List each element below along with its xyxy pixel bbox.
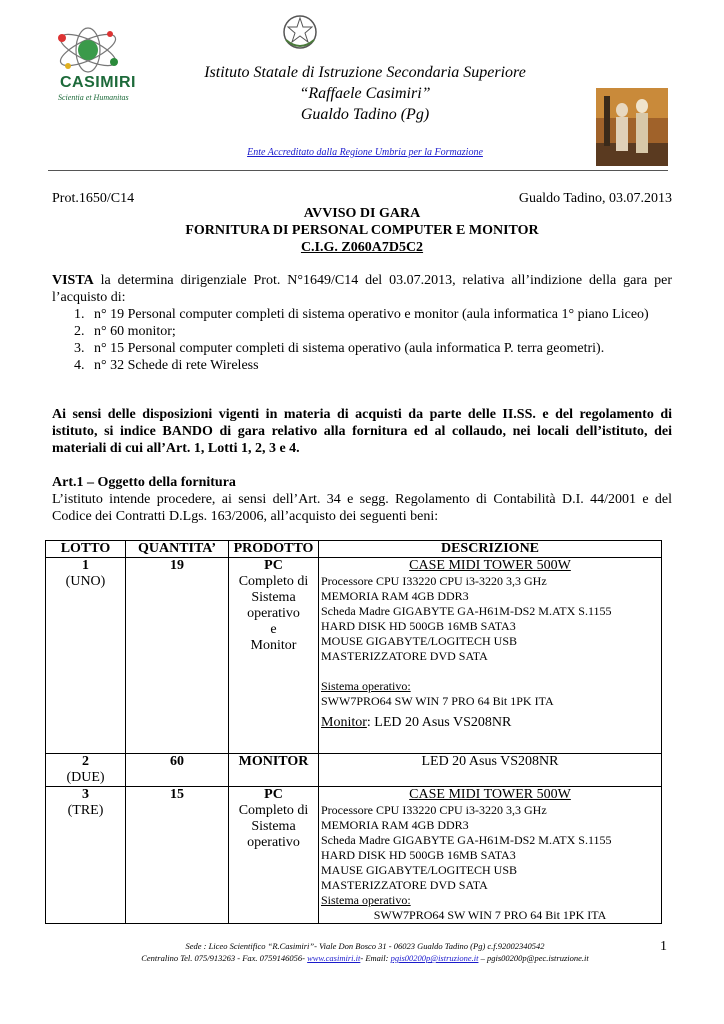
place-date: Gualdo Tadino, 03.07.2013 bbox=[518, 191, 672, 206]
descrizione-cell bbox=[319, 787, 662, 924]
quantita-cell: 15 bbox=[126, 787, 229, 924]
art1-text: L’istituto intende procedere, ai sensi dell’Art. 34 e segg. Regolamento di Contabilità D.I. 44/2001 e del Codice dei Contratti D.Lgs. 163/2006, all’acquisto dei seguenti beni: bbox=[52, 492, 672, 524]
os-label: Sistema operativo: bbox=[321, 679, 411, 693]
prodotto-type: PC bbox=[264, 558, 283, 573]
footer-address: Sede : Liceo Scientifico “R.Casimiri”- Viale Don Bosco 31 - 06023 Gualdo Tadino (Pg) c.f.92002340542 bbox=[185, 941, 545, 951]
monitor-label: Monitor bbox=[321, 715, 367, 730]
list-item: 3. n° 15 Personal computer completi di sistema operativo (aula informatica P. terra geometri). bbox=[88, 340, 672, 357]
items-list-wrapper bbox=[52, 306, 672, 374]
prodotto-line: e bbox=[270, 622, 277, 637]
notice-subject: FORNITURA DI PERSONAL COMPUTER E MONITOR bbox=[185, 223, 539, 238]
prodotto-line: Sistema bbox=[251, 590, 296, 605]
logo-name: CASIMIRI bbox=[60, 74, 136, 91]
vista-label: VISTA bbox=[52, 273, 94, 288]
painting-image bbox=[596, 88, 668, 166]
list-item: 2. n° 60 monitor; bbox=[88, 323, 672, 340]
footer-pec: – pgis00200p@pec.istruzione.it bbox=[478, 953, 589, 963]
items-list bbox=[52, 306, 672, 374]
lotto-number: 1 bbox=[82, 558, 89, 573]
table-row bbox=[46, 787, 662, 924]
lotto-word: (UNO) bbox=[65, 574, 106, 589]
spec-line: Processore CPU I33220 CPU i3-3220 3,3 GHz bbox=[321, 574, 547, 588]
desc-heading: CASE MIDI TOWER 500W bbox=[409, 558, 571, 573]
atom-logo-icon bbox=[50, 26, 150, 76]
protocol-line bbox=[52, 190, 672, 207]
lots-table bbox=[45, 540, 662, 924]
prodotto-line: Completo di bbox=[238, 803, 309, 818]
table-row bbox=[46, 558, 662, 754]
lotto-number: 3 bbox=[82, 787, 89, 802]
quantita-cell: 19 bbox=[126, 558, 229, 754]
footer-email-label: - Email: bbox=[360, 953, 391, 963]
protocol-number: Prot.1650/C14 bbox=[52, 191, 135, 206]
os-value: SWW7PRO64 SW WIN 7 PRO 64 Bit 1PK ITA bbox=[321, 694, 554, 708]
table-header-row bbox=[46, 541, 662, 558]
desc-heading: CASE MIDI TOWER 500W bbox=[409, 787, 571, 802]
prodotto-type: PC bbox=[264, 787, 283, 802]
republic-emblem-icon bbox=[282, 12, 318, 52]
art1-title: Art.1 – Oggetto della fornitura bbox=[52, 475, 236, 490]
logo-motto: Scientia et Humanitas bbox=[58, 93, 129, 102]
lotto-cell bbox=[46, 558, 126, 754]
spec-line: Processore CPU I33220 CPU i3-3220 3,3 GHz bbox=[321, 803, 547, 817]
lotto-cell bbox=[46, 787, 126, 924]
footer-contacts bbox=[90, 952, 640, 964]
spec-line: MOUSE GIGABYTE/LOGITECH USB bbox=[321, 634, 517, 648]
table-row bbox=[46, 754, 662, 787]
institute-name: Istituto Statale di Istruzione Secondaria Superiore bbox=[204, 64, 526, 81]
spec-line: MASTERIZZATORE DVD SATA bbox=[321, 878, 488, 892]
spec-line: MEMORIA RAM 4GB DDR3 bbox=[321, 818, 469, 832]
prodotto-cell bbox=[229, 558, 319, 754]
accreditation-link[interactable]: Ente Accreditato dalla Regione Umbria per la Formazione bbox=[247, 147, 483, 158]
spec-line: MAUSE GIGABYTE/LOGITECH USB bbox=[321, 863, 517, 877]
col-header-descrizione: DESCRIZIONE bbox=[319, 541, 662, 558]
prodotto-cell: MONITOR bbox=[229, 754, 319, 787]
list-item: 1. n° 19 Personal computer completi di sistema operativo e monitor (aula informatica 1° piano Liceo) bbox=[88, 306, 672, 323]
os-value: SWW7PRO64 SW WIN 7 PRO 64 Bit 1PK ITA bbox=[373, 908, 607, 922]
prodotto-line: Monitor bbox=[250, 638, 297, 653]
monitor-line bbox=[321, 715, 659, 731]
prodotto-cell bbox=[229, 787, 319, 924]
spec-line: MEMORIA RAM 4GB DDR3 bbox=[321, 589, 469, 603]
email-link[interactable]: pgis00200p@istruzione.it bbox=[390, 953, 479, 963]
prodotto-line: Completo di bbox=[238, 574, 309, 589]
prodotto-line: operativo bbox=[247, 835, 300, 850]
monitor-value: : LED 20 Asus VS208NR bbox=[366, 715, 512, 730]
website-link[interactable]: www.casimiri.it bbox=[307, 953, 361, 963]
tender-paragraph: Ai sensi delle disposizioni vigenti in materia di acquisti da parte delle II.SS. e del regolamento di istituto, si indice BANDO di gara relativo alla fornitura ed al collaudo, nei locali dell’istituto, dei materiali di cui all’Art. 1, Lotti 1, 2, 3 e 4. bbox=[52, 407, 672, 456]
col-header-lotto: LOTTO bbox=[46, 541, 126, 558]
notice-title: AVVISO DI GARA bbox=[303, 206, 421, 221]
descrizione-cell: LED 20 Asus VS208NR bbox=[319, 754, 662, 787]
spec-line: MASTERIZZATORE DVD SATA bbox=[321, 649, 488, 663]
lotto-word: (DUE) bbox=[66, 770, 105, 785]
prodotto-line: operativo bbox=[247, 606, 300, 621]
os-label: Sistema operativo: bbox=[321, 893, 411, 907]
vista-paragraph bbox=[52, 272, 672, 306]
quantita-cell: 60 bbox=[126, 754, 229, 787]
spec-line: HARD DISK HD 500GB 16MB SATA3 bbox=[321, 619, 516, 633]
lotto-cell bbox=[46, 754, 126, 787]
descrizione-cell bbox=[319, 558, 662, 754]
footer-phone: Centralino Tel. 075/913263 - Fax. 0759146056- bbox=[141, 953, 308, 963]
lotto-number: 2 bbox=[82, 754, 89, 769]
casimiri-logo bbox=[50, 26, 150, 106]
spec-line: HARD DISK HD 500GB 16MB SATA3 bbox=[321, 848, 516, 862]
col-header-prodotto: PRODOTTO bbox=[229, 541, 319, 558]
institute-school: “Raffaele Casimiri” bbox=[299, 85, 431, 102]
cig-code: C.I.G. Z060A7D5C2 bbox=[300, 240, 424, 255]
page-number: 1 bbox=[660, 939, 667, 954]
spec-line: Scheda Madre GIGABYTE GA-H61M-DS2 M.ATX S.1155 bbox=[321, 604, 612, 618]
header-divider bbox=[48, 170, 668, 171]
list-item: 4. n° 32 Schede di rete Wireless bbox=[88, 357, 672, 374]
prodotto-line: Sistema bbox=[251, 819, 296, 834]
institute-city: Gualdo Tadino (Pg) bbox=[300, 106, 430, 123]
vista-text: la determina dirigenziale Prot. N°1649/C14 del 03.07.2013, relativa all’indizione della gara per l’acquisto di: bbox=[52, 273, 672, 305]
col-header-quantita: QUANTITA’ bbox=[126, 541, 229, 558]
spec-line: Scheda Madre GIGABYTE GA-H61M-DS2 M.ATX S.1155 bbox=[321, 833, 612, 847]
lotto-word: (TRE) bbox=[67, 803, 104, 818]
